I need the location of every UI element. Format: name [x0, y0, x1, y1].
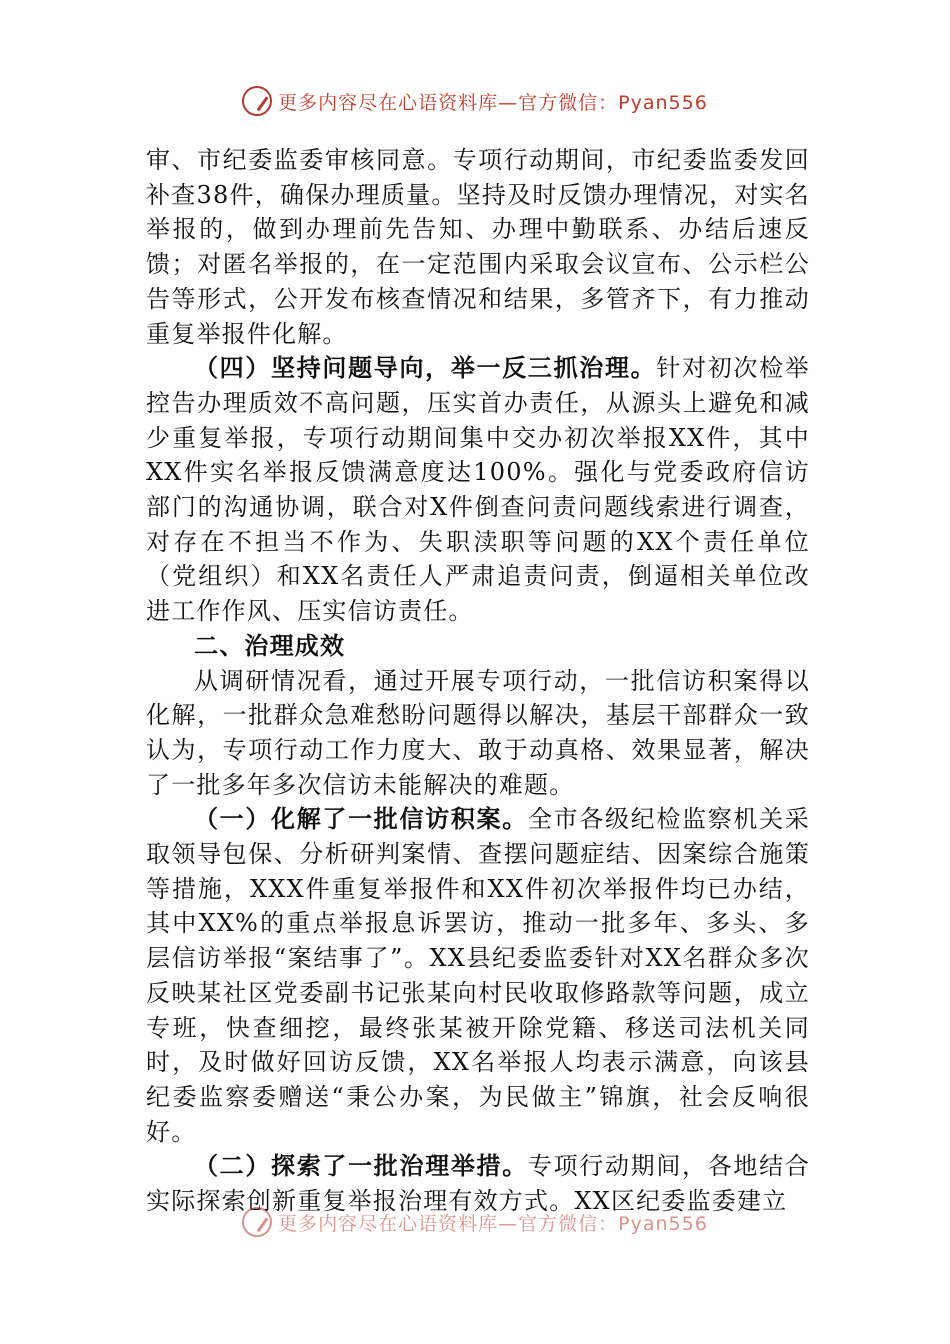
result-2-body: 专项行动期间，各地结合实际探索创新重复举报治理有效方式。XX区纪委监委建立	[146, 1152, 811, 1216]
watermark-text: 更多内容尽在心语资料库—官方微信：Pyan556	[278, 1212, 708, 1235]
heading-governance-results: 二、治理成效	[194, 631, 346, 660]
watermark-text: 更多内容尽在心语资料库—官方微信：Pyan556	[278, 91, 708, 114]
document-body	[146, 143, 810, 1219]
watermark-banner-bottom	[0, 1207, 950, 1237]
paragraph-continuation: 审、市纪委监委审核同意。专项行动期间，市纪委监委发回补查38件，确保办理质量。坚持及时反馈办理情况，对实名举报的，做到办理前先告知、办理中勤联系、办结后速反馈；对匿名举报的，在一定范围内采取会议宣布、公示栏公告等形式，公开发布核查情况和结果，多管齐下，有力推动重复举报件化解。	[146, 146, 810, 348]
paragraph-research-summary: 从调研情况看，通过开展专项行动，一批信访积案得以化解，一批群众急难愁盼问题得以解决，基层干部群众一致认为，专项行动工作力度大、敢于动真格、效果显著，解决了一批多年多次信访未能解决的难题。	[146, 666, 810, 799]
section-4-body: 针对初次检举控告办理质效不高问题，压实首办责任，从源头上避免和减少重复举报，专项行动期间集中交办初次举报XX件，其中XX件实名举报反馈满意度达100%。强化与党委政府信访部门的沟通协调，联合对X件倒查问责问题线索进行调查，对存在不担当不作为、失职渎职等问题的XX个责任单位（党组织）和XX名责任人严肃追责问责，倒逼相关单位改进工作作风、压实信访责任。	[146, 354, 810, 626]
result-1-body: 全市各级纪检监察机关采取领导包保、分析研判案情、查摆问题症结、因案综合施策等措施，XXX件重复举报件和XX件初次举报件均已办结，其中XX%的重点举报息诉罢访，推动一批多年、多头、多层信访举报“案结事了”。XX县纪委监委针对XX名群众多次反映某社区党委副书记张某向村民收取修路款等问题，成立专班，快查细挖，最终张某被开除党籍、移送司法机关同时，及时做好回访反馈，XX名举报人均表示满意，向该县纪委监察委赠送“秉公办案，为民做主”锦旗，社会反响很好。	[146, 805, 811, 1146]
brand-logo-icon	[242, 86, 272, 116]
section-4-title: （四）坚持问题导向，举一反三抓治理。	[194, 353, 657, 383]
brand-logo-icon	[242, 1207, 272, 1237]
paragraph-section-4	[146, 351, 810, 629]
watermark-banner-top	[0, 86, 950, 116]
paragraph-result-1	[146, 802, 810, 1149]
result-1-title: （一）化解了一批信访积案。	[194, 804, 528, 834]
result-2-title: （二）探索了一批治理举措。	[194, 1151, 528, 1181]
